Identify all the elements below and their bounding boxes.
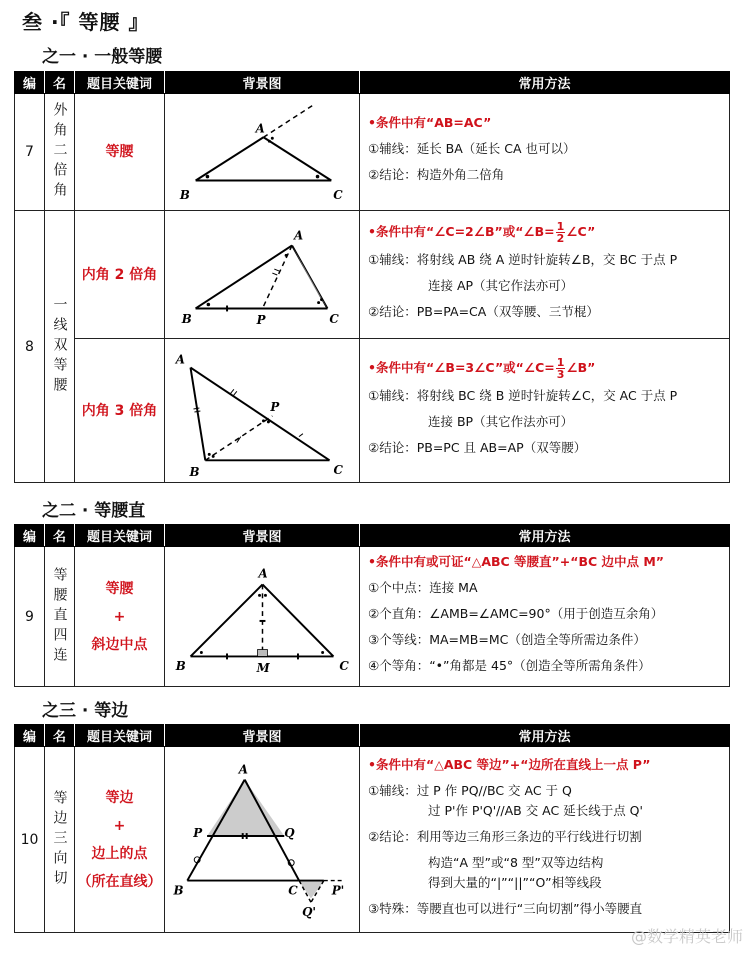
label-b: B <box>189 464 200 479</box>
label-a: A <box>258 566 268 581</box>
method-special: ③特殊：等腰直也可以进行“三向切割”得小等腰直 <box>368 900 643 916</box>
label-p: P <box>193 825 203 840</box>
table-header <box>15 72 730 94</box>
method-condition: •条件中有“△ABC 等边”+“边所在直线上一点 P” <box>368 756 651 772</box>
label-b: B <box>179 187 190 202</box>
label-c: C <box>339 658 349 673</box>
row-name-cell <box>45 94 75 211</box>
header-method: 常用方法 <box>360 72 730 94</box>
row-number: 9 <box>15 547 45 687</box>
method-conclusion-2: 构造“A 型”或“8 型”双等边结构 <box>428 854 604 870</box>
section-title-3: 之三 · 等边 <box>42 701 129 721</box>
row-name-cell <box>45 747 75 933</box>
header-name: 名 <box>45 525 75 547</box>
method-condition: •条件中有“AB=AC” <box>368 115 492 130</box>
figure-triple-angle <box>165 340 359 482</box>
method-conclusion: ②结论：利用等边三角形三条边的平行线进行切割 <box>368 828 642 844</box>
label-p: P <box>270 399 280 414</box>
label-c: C <box>288 882 298 897</box>
method-aux-line: ①辅线：将射线 AB 绕 A 逆时针旋转∠B，交 BC 于点 P <box>368 252 678 267</box>
figure-right-isosceles <box>165 548 359 686</box>
method-equal-lines: ③个等线：MA=MB=MC（创造全等所需边条件） <box>368 631 646 647</box>
label-p: P <box>256 312 266 327</box>
header-fig: 背景图 <box>165 525 360 547</box>
method-cell <box>360 211 730 339</box>
row-number: 7 <box>15 94 45 211</box>
header-key: 题目关键词 <box>75 525 165 547</box>
figure-equilateral-cut <box>165 748 359 932</box>
figure-exterior-angle <box>165 95 359 210</box>
row-name: 一线双等腰 <box>51 296 68 397</box>
section-title-2: 之二 · 等腰直 <box>42 501 146 521</box>
label-a: A <box>238 762 248 777</box>
row-keyword: 等边 + 边上的点 （所在直线） <box>75 747 165 933</box>
header-fig: 背景图 <box>165 725 360 747</box>
row-keyword: 等腰 + 斜边中点 <box>75 547 165 687</box>
header-method: 常用方法 <box>360 525 730 547</box>
figure-double-angle <box>165 212 359 338</box>
method-conclusion: ②结论：PB=PC 且 AB=AP（双等腰） <box>368 440 587 455</box>
table-right-isosceles <box>14 524 730 687</box>
table-equilateral <box>14 724 730 933</box>
method-midpoint: ①个中点：连接 MA <box>368 579 478 595</box>
table-row-7 <box>15 94 730 211</box>
row-name: 外角二倍角 <box>51 102 68 202</box>
header-no: 编 <box>15 725 45 747</box>
method-aux-line: ①辅线：延长 BA（延长 CA 也可以） <box>368 141 576 156</box>
figure-cell <box>165 339 360 483</box>
method-equal-angles: ④个等角：“•”角都是 45°（创造全等所需角条件） <box>368 657 651 673</box>
table-row-8a <box>15 211 730 339</box>
figure-cell <box>165 211 360 339</box>
label-c: C <box>333 187 343 202</box>
label-q: Q <box>284 825 295 840</box>
method-aux-line: ①辅线：将射线 BC 绕 B 逆时针旋转∠C，交 AC 于点 P <box>368 388 678 403</box>
header-no: 编 <box>15 72 45 94</box>
row-number: 8 <box>15 211 45 483</box>
method-aux-line-2: 连接 AP（其它作法亦可） <box>428 278 574 293</box>
header-no: 编 <box>15 525 45 547</box>
method-conclusion: ②结论：构造外角二倍角 <box>368 167 505 182</box>
header-method: 常用方法 <box>360 725 730 747</box>
watermark: @数学精英老师 <box>630 927 743 946</box>
method-cell <box>360 547 730 687</box>
row-name-cell <box>45 547 75 687</box>
method-conclusion-3: 得到大量的“|”“||”“O”相等线段 <box>428 874 602 890</box>
method-condition: •条件中有“∠C=2∠B”或“∠B= $\frac{1}{2}$ ∠C” <box>368 220 596 245</box>
label-b: B <box>173 882 184 897</box>
label-p-prime: P' <box>331 882 345 897</box>
row-keyword: 等腰 <box>75 94 165 211</box>
method-condition: •条件中有“∠B=3∠C”或“∠C= $\frac{1}{3}$ ∠B” <box>368 356 596 381</box>
section-title-1: 之一 · 一般等腰 <box>42 47 163 67</box>
header-key: 题目关键词 <box>75 72 165 94</box>
figure-cell <box>165 94 360 211</box>
header-key: 题目关键词 <box>75 725 165 747</box>
header-name: 名 <box>45 725 75 747</box>
table-header <box>15 725 730 747</box>
method-aux-line-2: 过 P'作 P'Q'//AB 交 AC 延长线于点 Q' <box>428 802 643 818</box>
method-cell <box>360 747 730 933</box>
label-c: C <box>329 311 339 326</box>
row-name: 等腰直四连 <box>51 566 68 667</box>
method-right-angle: ②个直角：∠AMB=∠AMC=90°（用于创造互余角） <box>368 605 664 621</box>
table-header <box>15 525 730 547</box>
figure-cell <box>165 747 360 933</box>
label-b: B <box>181 311 192 326</box>
header-name: 名 <box>45 72 75 94</box>
row-name-cell <box>45 211 75 483</box>
label-a: A <box>175 352 185 367</box>
method-condition: •条件中有或可证“△ABC 等腰直”+“BC 边中点 M” <box>368 553 665 569</box>
figure-cell <box>165 547 360 687</box>
label-c: C <box>333 462 343 477</box>
method-cell <box>360 94 730 211</box>
label-a: A <box>255 120 265 135</box>
row-number: 10 <box>15 747 45 933</box>
method-conclusion: ②结论：PB=PA=CA（双等腰、三节棍） <box>368 304 599 319</box>
table-row-8b <box>15 339 730 483</box>
method-cell <box>360 339 730 483</box>
label-m: M <box>256 660 270 675</box>
label-b: B <box>175 658 186 673</box>
main-title: 叁 ·『 等腰 』 <box>22 10 150 34</box>
method-aux-line-2: 连接 BP（其它作法亦可） <box>428 414 574 429</box>
row-keyword: 内角 3 倍角 <box>75 339 165 483</box>
method-aux-line: ①辅线：过 P 作 PQ//BC 交 AC 于 Q <box>368 782 572 798</box>
label-a: A <box>293 228 304 243</box>
label-q-prime: Q' <box>302 904 317 919</box>
table-row-10 <box>15 747 730 933</box>
table-general-isosceles <box>14 71 730 483</box>
table-row-9 <box>15 547 730 687</box>
header-fig: 背景图 <box>165 72 360 94</box>
row-keyword: 内角 2 倍角 <box>75 211 165 339</box>
row-name: 等边三向切 <box>51 789 68 890</box>
